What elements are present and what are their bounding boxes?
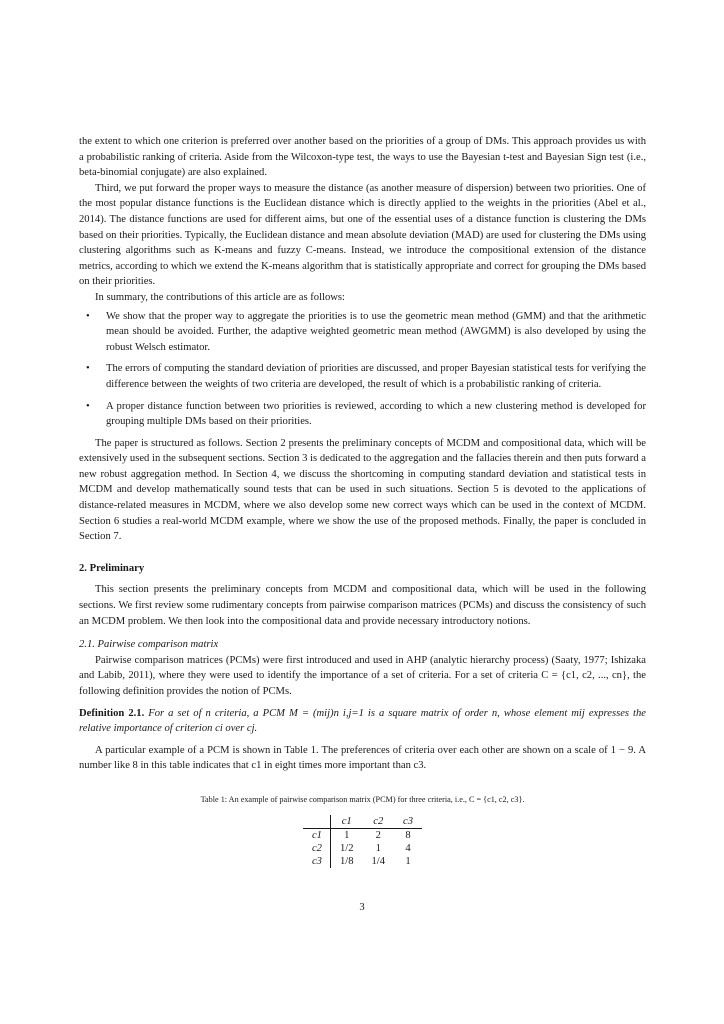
column-header: c3 — [394, 815, 422, 829]
table-cell: 1 — [405, 855, 411, 867]
intro-paragraph-2: Third, we put forward the proper ways to measure the distance (as another measure of dispersion) between two priorities. One of the most popular distance functions is the Euclidean distance which is directly applied to the weights in the priorities (Abel et al., 2014). The distance functions are used for different aims, but one of the essential uses of a distance function is clustering the DMs based on their priorities. Typically, the Euclidean distance and mean absolute deviation (MAD) are used for clustering the DMs using clustering algorithms such as K-means and fuzzy C-means. Instead, we introduce the compositional extension of the distance metrics, according to which we extend the K-means algorithm that is statistically appropriate and correct for grouping the DMs based on their priorities. — [79, 182, 646, 288]
bullet-icon: • — [86, 400, 90, 412]
list-item-text: The errors of computing the standard deviation of priorities are discussed, and proper Bayesian statistical tests for verifying the difference between the weights of two criteria are developed, the result of which is a probabilistic ranking of criteria. — [106, 363, 646, 390]
table-cell: 1/4 — [371, 855, 386, 867]
table-caption: Table 1: An example of pairwise comparison matrix (PCM) for three criteria, i.e., C = {c1, c2, c3}. — [200, 794, 525, 804]
table-cell: 1/2 — [339, 842, 354, 854]
list-item — [79, 399, 646, 430]
table-row — [303, 855, 422, 868]
contributions-list — [79, 309, 646, 430]
paper-page — [79, 134, 646, 868]
definition-label: Definition 2.1. — [79, 707, 145, 719]
bullet-icon: • — [86, 310, 90, 322]
column-header: c2 — [363, 815, 395, 829]
table-row — [303, 828, 422, 842]
table-cell: 1 — [375, 842, 381, 854]
table-cell: 4 — [405, 842, 411, 854]
intro-paragraph-3: In summary, the contributions of this article are as follows: — [95, 291, 345, 303]
list-item — [79, 309, 646, 356]
section-paragraph: This section presents the preliminary concepts from MCDM and compositional data, which will be used in the following sections. We first review some rudimentary concepts from pairwise comparison matrices (PCMs) and discuss the consistency of such an MCDM problem. We then look into the compositional data and provide necessary introductory notions. — [79, 584, 646, 627]
intro-paragraph-1: the extent to which one criterion is preferred over another based on the priorities of a group of DMs. This approach provides us with a probabilistic ranking of criteria. Aside from the Wilcoxon-type test, the ways to use the Bayesian t-test and Bayesian Sign test (i.e., beta-binomial conjugate) are also explained. — [79, 136, 646, 179]
table-cell: 1 — [344, 829, 350, 841]
list-item-text: We show that the proper way to aggregate the priorities is to use the geometric mean method (GMM) and that the arithmetic mean should be avoided. Further, the adaptive weighted geometric mean method (AWGMM) is also developed by using the robust Welsch estimator. — [106, 310, 646, 353]
list-item-text: A proper distance function between two priorities is reviewed, according to which a new clustering method is developed for grouping multiple DMs based on their priorities. — [106, 400, 646, 428]
row-header: c3 — [303, 855, 331, 868]
pcm-table — [303, 815, 422, 868]
list-item — [79, 361, 646, 392]
definition-text: For a set of n criteria, a PCM M = (mij)n i,j=1 is a square matrix of order n, whose element mij expresses the relative importance of criterion ci over cj. — [79, 707, 646, 735]
table-cell: 1/8 — [339, 855, 354, 867]
intro-paragraph-4: The paper is structured as follows. Section 2 presents the preliminary concepts of MCDM and compositional data, which will be extensively used in the subsequent sections. Section 3 is dedicated to the aggregation and the fallacies therein and then puts forward a new robust aggregation method. In Section 4, we discuss the shortcoming in computing standard deviation and statistical tests in MCDM and develop mathematically sound tests that can be used in such situations. Section 5 is devoted to the applications of distance-related measures in MCDM, where we also develop some new correct ways which can be used in the context of MCDM. Section 6 studies a real-world MCDM example, where we show the use of the proposed methods. Finally, the paper is concluded in Section 7. — [79, 437, 646, 543]
row-header: c2 — [303, 842, 331, 855]
page-number: 3 — [359, 902, 365, 913]
subsection-paragraph-2: A particular example of a PCM is shown in Table 1. The preferences of criteria over each other are shown on a scale of 1 − 9. A number like 8 in this table indicates that c1 in eight times more important than c3. — [79, 744, 646, 772]
table-cell: 8 — [405, 829, 411, 841]
table-corner — [303, 815, 331, 829]
section-heading: 2. Preliminary — [79, 562, 145, 574]
subsection-heading: 2.1. Pairwise comparison matrix — [79, 639, 219, 651]
row-header: c1 — [303, 828, 331, 842]
column-header: c1 — [330, 815, 362, 829]
table-row — [303, 842, 422, 855]
table-cell: 2 — [375, 829, 381, 841]
bullet-icon: • — [86, 363, 90, 375]
subsection-paragraph-1: Pairwise comparison matrices (PCMs) were first introduced and used in AHP (analytic hierarchy process) (Saaty, 1977; Ishizaka and Labib, 2011), where they were used to identify the importance of a set of criteria. For a set of criteria C = {c1, c2, ..., cn}, the following definition provides the notion of PCMs. — [79, 654, 646, 697]
definition-2-1 — [79, 706, 646, 737]
